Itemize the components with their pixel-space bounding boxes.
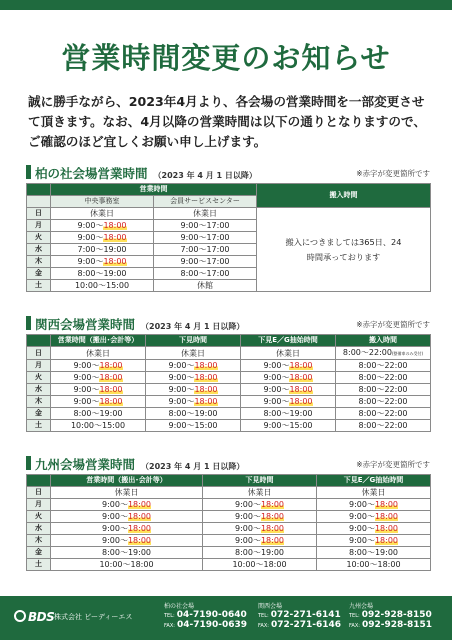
preview-hours: 休業日 <box>146 347 241 360</box>
eg-start-hours: 8:00～19:00 <box>241 408 336 420</box>
day-cell: 火 <box>27 232 51 244</box>
preview-hours: 9:00～18:00 <box>146 372 241 384</box>
table-row <box>27 360 431 372</box>
section-marker <box>26 316 31 330</box>
inbound-hours: 8:00～22:00 <box>336 372 431 384</box>
table-header-row <box>27 335 431 347</box>
central-office-hours: 9:00～18:00 <box>51 232 154 244</box>
eg-start-hours: 9:00～18:00 <box>317 535 431 547</box>
kashiwa-table <box>26 183 431 292</box>
kashiwa-fax: 04-7190-0639 <box>176 620 248 630</box>
inbound-hours: 8:00～22:00 <box>336 420 431 432</box>
day-cell: 水 <box>27 523 51 535</box>
member-service-hours: 9:00～17:00 <box>154 256 257 268</box>
kyushu-title: 九州会場営業時間 <box>35 457 136 472</box>
preview-hours: 8:00～19:00 <box>146 408 241 420</box>
day-cell: 土 <box>27 420 51 432</box>
member-service-hours: 7:00～17:00 <box>154 244 257 256</box>
header-blank <box>27 475 51 487</box>
day-cell: 日 <box>27 208 51 220</box>
preview-hours: 休業日 <box>203 487 317 499</box>
kansai-fax: 072-271-6146 <box>270 620 342 630</box>
member-service-hours: 8:00～17:00 <box>154 268 257 280</box>
table-row <box>27 396 431 408</box>
day-cell: 日 <box>27 487 51 499</box>
member-service-hours: 休館 <box>154 280 257 292</box>
kyushu-fax: 092-928-8151 <box>361 620 433 630</box>
business-hours: 9:00～18:00 <box>51 523 203 535</box>
kyushu-section <box>26 454 430 571</box>
header-member-service: 会員サービスセンター <box>154 196 257 208</box>
business-hours: 9:00～18:00 <box>51 360 146 372</box>
day-cell: 土 <box>27 559 51 571</box>
eg-start-hours: 8:00～19:00 <box>317 547 431 559</box>
central-office-hours: 9:00～18:00 <box>51 256 154 268</box>
inbound-hours: 8:00～22:00 <box>336 396 431 408</box>
preview-hours: 9:00～18:00 <box>203 499 317 511</box>
header-preview-hours: 下見時間 <box>146 335 241 347</box>
table-row <box>27 535 431 547</box>
business-hours: 休業日 <box>51 487 203 499</box>
table-row <box>27 511 431 523</box>
company-name: 株式会社 ビーディーエス <box>54 613 133 621</box>
kyushu-heading <box>26 454 430 474</box>
header-central-office: 中央事務室 <box>51 196 154 208</box>
header-eg-start-hours: 下見E／G抽始時間 <box>241 335 336 347</box>
table-row <box>27 420 431 432</box>
preview-hours: 9:00～18:00 <box>203 511 317 523</box>
table-row <box>27 384 431 396</box>
central-office-hours: 休業日 <box>51 208 154 220</box>
table-row <box>27 547 431 559</box>
eg-start-hours: 休業日 <box>317 487 431 499</box>
eg-start-hours: 9:00～18:00 <box>241 396 336 408</box>
table-header-row <box>27 475 431 487</box>
header-business-hours: 営業時間 <box>51 184 257 196</box>
table-row <box>27 408 431 420</box>
member-service-hours: 9:00～17:00 <box>154 220 257 232</box>
day-cell: 木 <box>27 396 51 408</box>
header-inbound-hours: 搬入時間 <box>257 184 431 208</box>
day-cell: 水 <box>27 244 51 256</box>
top-color-bar <box>0 0 452 10</box>
kashiwa-section <box>26 163 430 292</box>
day-cell: 金 <box>27 547 51 559</box>
day-cell: 金 <box>27 268 51 280</box>
intro-text: 誠に勝手ながら、2023年4月より、各会場の営業時間を一部変更させて頂きます。なお、4月以降の営業時間は以下の通りとなりますので、ご確認のほど宜しくお願い申し上げます。 <box>28 94 426 149</box>
section-marker <box>26 456 31 470</box>
day-cell: 木 <box>27 256 51 268</box>
branch-kansai: 関西会場 TEL: 072-271-6141 FAX: 072-271-6146 <box>258 603 342 630</box>
eg-start-hours: 9:00～18:00 <box>241 372 336 384</box>
business-hours: 9:00～18:00 <box>51 499 203 511</box>
kyushu-subtitle: （2023 年 4 月 1 日以降） <box>141 462 245 471</box>
day-cell: 金 <box>27 408 51 420</box>
table-row <box>27 208 431 220</box>
central-office-hours: 10:00～15:00 <box>51 280 154 292</box>
table-row <box>27 372 431 384</box>
day-cell: 土 <box>27 280 51 292</box>
table-row <box>27 487 431 499</box>
central-office-hours: 7:00～19:00 <box>51 244 154 256</box>
kyushu-tel[interactable]: 092-928-8150 <box>361 610 432 620</box>
eg-start-hours: 9:00～18:00 <box>241 360 336 372</box>
table-row <box>27 559 431 571</box>
preview-hours: 9:00～18:00 <box>203 523 317 535</box>
business-hours: 休業日 <box>51 347 146 360</box>
header-eg-start-hours: 下見E／G抽始時間 <box>317 475 431 487</box>
header-blank <box>27 184 51 196</box>
branch-kashiwa: 柏の社会場 TEL: 04-7190-0640 FAX: 04-7190-0639 <box>164 603 248 630</box>
member-service-hours: 休業日 <box>154 208 257 220</box>
day-cell: 火 <box>27 511 51 523</box>
inbound-hours: 8:00～22:00 <box>336 360 431 372</box>
page-title: 営業時間変更のお知らせ <box>61 41 391 75</box>
eg-start-hours: 9:00～18:00 <box>241 384 336 396</box>
preview-hours: 9:00～18:00 <box>146 384 241 396</box>
eg-start-hours: 9:00～15:00 <box>241 420 336 432</box>
business-hours: 9:00～18:00 <box>51 535 203 547</box>
inbound-hours-note: 搬入につきましては365日、24時間承っております <box>257 208 431 292</box>
eg-start-hours: 9:00～18:00 <box>317 499 431 511</box>
table-row <box>27 347 431 360</box>
kyushu-note: ※赤字が変更箇所です <box>356 460 430 469</box>
business-hours: 9:00～18:00 <box>51 511 203 523</box>
header-blank <box>27 196 51 208</box>
business-hours: 10:00～15:00 <box>51 420 146 432</box>
kansai-heading <box>26 314 430 334</box>
kansai-tel[interactable]: 072-271-6141 <box>270 610 341 620</box>
day-cell: 水 <box>27 384 51 396</box>
preview-hours: 8:00～19:00 <box>203 547 317 559</box>
section-marker <box>26 165 31 179</box>
eg-start-hours: 10:00～18:00 <box>317 559 431 571</box>
member-service-hours: 9:00～17:00 <box>154 232 257 244</box>
preview-hours: 9:00～18:00 <box>146 396 241 408</box>
inbound-hours: 8:00～22:00 <box>336 408 431 420</box>
central-office-hours: 8:00～19:00 <box>51 268 154 280</box>
day-cell: 月 <box>27 499 51 511</box>
business-hours: 8:00～19:00 <box>51 547 203 559</box>
inbound-hours: 8:00～22:00 <box>336 384 431 396</box>
eg-start-hours: 9:00～18:00 <box>317 511 431 523</box>
eg-start-hours: 9:00～18:00 <box>317 523 431 535</box>
logo-mark-icon <box>14 610 26 622</box>
table-row <box>27 499 431 511</box>
eg-start-hours: 休業日 <box>241 347 336 360</box>
preview-hours: 9:00～18:00 <box>146 360 241 372</box>
preview-hours: 10:00～18:00 <box>203 559 317 571</box>
business-hours: 9:00～18:00 <box>51 396 146 408</box>
kyushu-table <box>26 474 431 571</box>
kansai-table <box>26 334 431 432</box>
preview-hours: 9:00～18:00 <box>203 535 317 547</box>
kansai-subtitle: （2023 年 4 月 1 日以降） <box>141 322 245 331</box>
table-header-row <box>27 184 431 196</box>
preview-hours: 9:00～15:00 <box>146 420 241 432</box>
kansai-title: 関西会場営業時間 <box>35 317 136 332</box>
central-office-hours: 9:00～18:00 <box>51 220 154 232</box>
day-cell: 木 <box>27 535 51 547</box>
kashiwa-title: 柏の社会場営業時間 <box>35 166 148 181</box>
footer <box>0 596 452 640</box>
business-hours: 9:00～18:00 <box>51 372 146 384</box>
table-row <box>27 523 431 535</box>
day-cell: 火 <box>27 372 51 384</box>
business-hours: 8:00～19:00 <box>51 408 146 420</box>
business-hours: 10:00～18:00 <box>51 559 203 571</box>
day-cell: 日 <box>27 347 51 360</box>
inbound-hours: 8:00～22:00(整備車のみ受付) <box>336 347 431 360</box>
kashiwa-heading <box>26 163 430 183</box>
day-cell: 月 <box>27 360 51 372</box>
kashiwa-subtitle: （2023 年 4 月 1 日以降） <box>153 171 257 180</box>
header-inbound-hours: 搬入時間 <box>336 335 431 347</box>
kashiwa-tel[interactable]: 04-7190-0640 <box>176 610 247 620</box>
day-cell: 月 <box>27 220 51 232</box>
kansai-note: ※赤字が変更箇所です <box>356 320 430 329</box>
header-preview-hours: 下見時間 <box>203 475 317 487</box>
branch-kyushu: 九州会場 TEL: 092-928-8150 FAX: 092-928-8151 <box>349 603 433 630</box>
company-logo: BDS <box>14 610 54 624</box>
kashiwa-note: ※赤字が変更箇所です <box>356 169 430 178</box>
kansai-section <box>26 314 430 432</box>
header-business-hours: 営業時間（搬出･会計等） <box>51 335 146 347</box>
header-business-hours: 営業時間（搬出･会計等） <box>51 475 203 487</box>
header-blank <box>27 335 51 347</box>
business-hours: 9:00～18:00 <box>51 384 146 396</box>
